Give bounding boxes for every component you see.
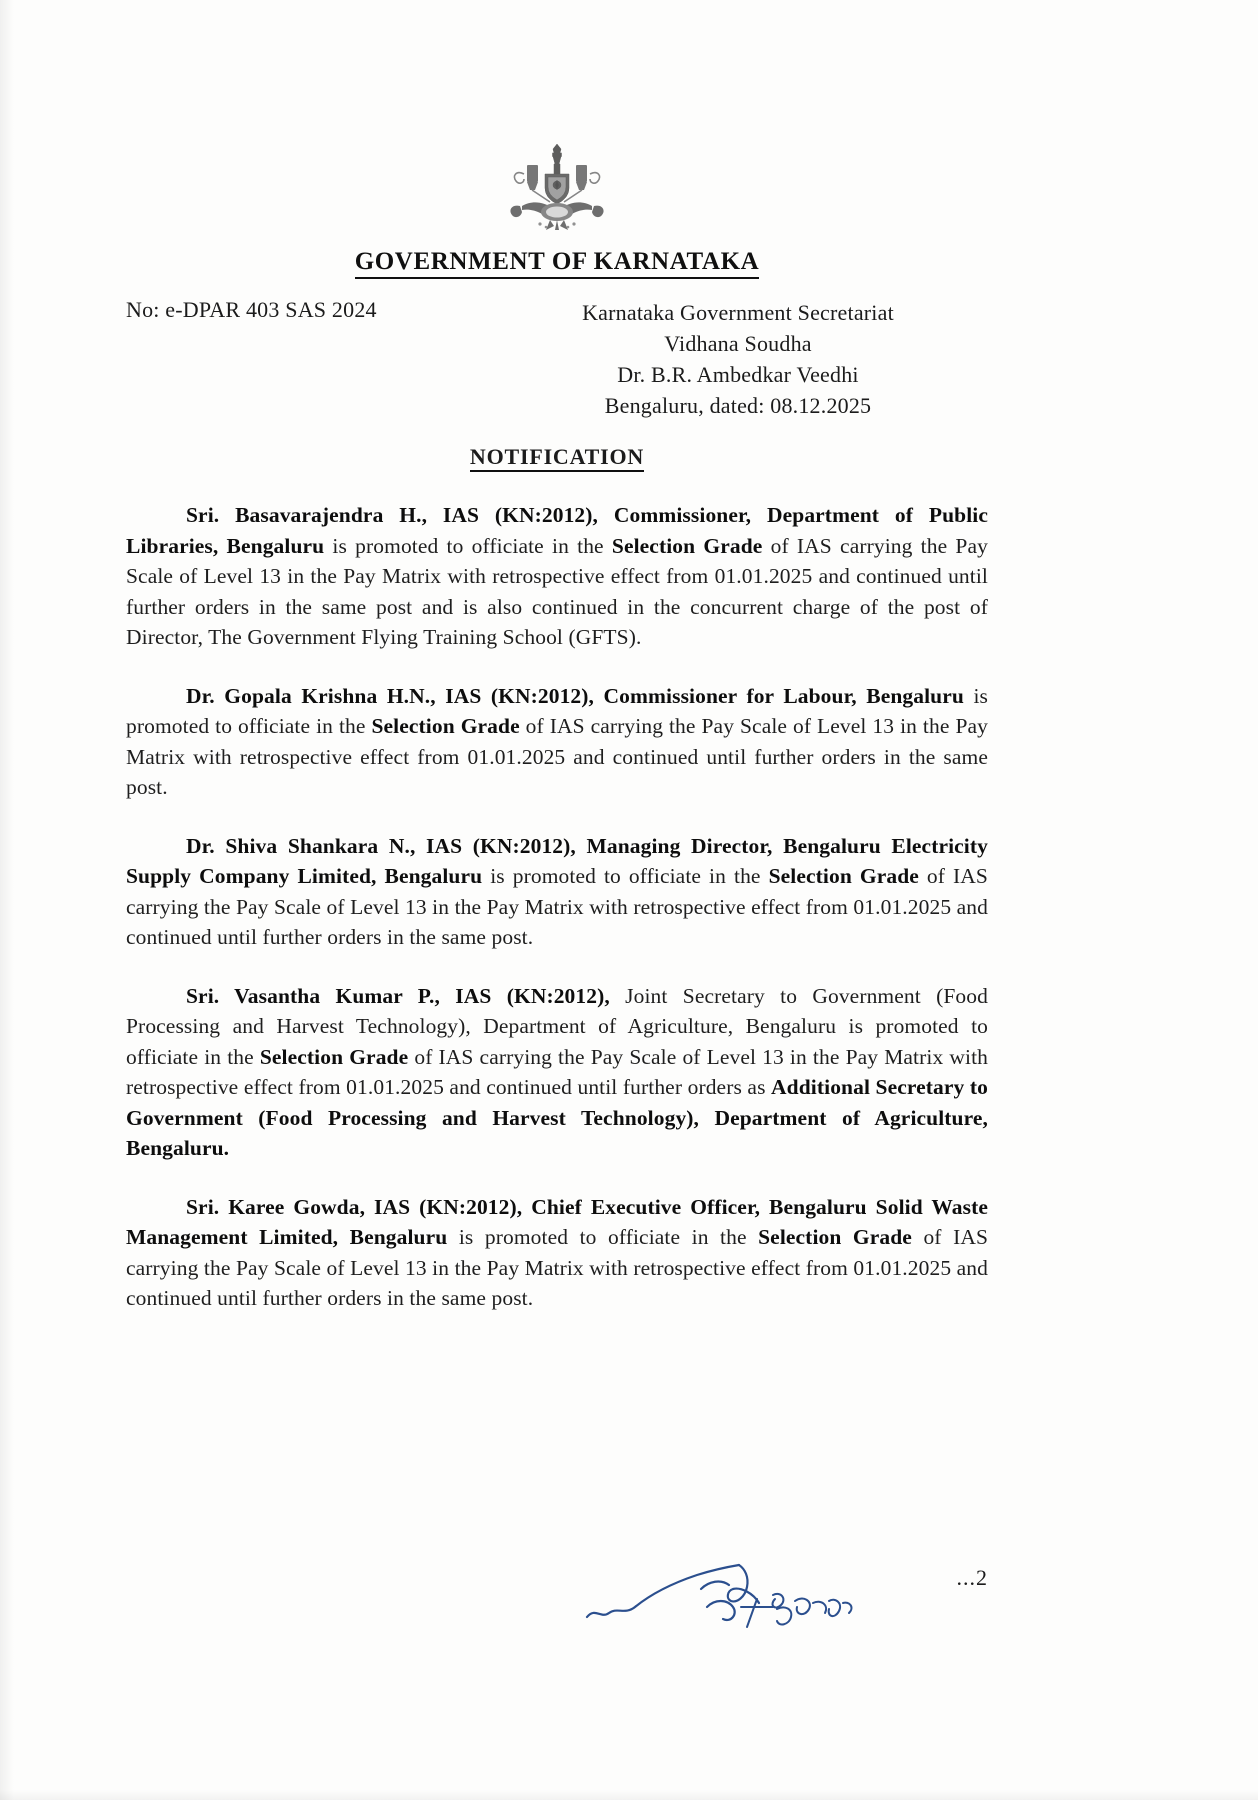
emphasis-run: Dr. Shiva Shankara N., IAS (KN:2012), Managing Director, Bengaluru Electricity Supply Company Limited, Bengaluru	[126, 833, 988, 888]
para-vasantha-kumar	[126, 981, 988, 1164]
emphasis-run: Selection Grade	[259, 1044, 409, 1069]
emphasis-run: Sri. Karee Gowda, IAS (KN:2012), Chief Executive Officer, Bengaluru Solid Waste Management Limited, Bengaluru	[126, 1194, 988, 1249]
emphasis-run: Additional Secretary to Government (Food Processing and Harvest Technology), Department of Agriculture, Bengaluru.	[126, 1075, 988, 1160]
para-shiva-shankara	[126, 831, 988, 953]
para-gopala-krishna	[126, 681, 988, 803]
emphasis-run: Selection Grade	[611, 533, 763, 558]
government-title	[126, 248, 988, 276]
address-block	[488, 297, 988, 421]
reference-number: No: e-DPAR 403 SAS 2024	[126, 297, 377, 322]
text-run: of IAS carrying the Pay Scale of Level 13 in the Pay Matrix with retrospective effect from 01.01.2025 and continued until further orders as	[126, 1044, 989, 1099]
text-run: is promoted to officiate in the	[126, 683, 989, 738]
text-run: Joint Secretary to Government (Food Processing and Harvest Technology), Department of Agriculture, Bengaluru is promoted to officiate in the	[126, 983, 988, 1069]
text-run: of IAS carrying the Pay Scale of Level 13 in the Pay Matrix with retrospective effect from 01.01.2025 and continued until further orders in the same post and is also continued in the concurrent charge of the post of Director, The Government Flying Training School (GFTS).	[126, 533, 988, 649]
handwritten-signature	[581, 1545, 881, 1655]
address-line-city-date: Bengaluru, dated: 08.12.2025	[604, 393, 872, 418]
scan-shadow-bottom	[0, 1790, 1258, 1800]
scan-shadow-left	[0, 0, 14, 1800]
emphasis-run: Selection Grade	[758, 1225, 912, 1249]
emphasis-run: Sri. Vasantha Kumar P., IAS (KN:2012),	[186, 983, 610, 1008]
text-run: of IAS carrying the Pay Scale of Level 13 in the Pay Matrix with retrospective effect from 01.01.2025 and continued until further orders in the same post.	[126, 714, 988, 799]
emblem-container	[126, 140, 988, 237]
address-line-vidhana-soudha: Vidhana Soudha	[664, 331, 812, 356]
text-run: is promoted to officiate in the	[324, 533, 612, 558]
karnataka-state-emblem-icon	[502, 140, 612, 232]
text-run: of IAS carrying the Pay Scale of Level 13 in the Pay Matrix with retrospective effect from 01.01.2025 and continued until further orders in the same post.	[126, 864, 988, 949]
text-run: is promoted to officiate in the	[482, 864, 769, 888]
emphasis-run: Dr. Gopala Krishna H.N., IAS (KN:2012), Commissioner for Labour, Bengaluru	[186, 683, 964, 708]
para-karee-gowda	[126, 1192, 988, 1314]
notification-heading	[126, 444, 988, 470]
para-basavarajendra	[126, 500, 988, 653]
text-run: is promoted to officiate in the	[447, 1225, 759, 1249]
government-title-text: GOVERNMENT OF KARNATAKA	[355, 248, 760, 279]
emphasis-run: Selection Grade	[371, 714, 520, 738]
notification-heading-text: NOTIFICATION	[470, 444, 644, 472]
emphasis-run: Sri. Basavarajendra H., IAS (KN:2012), Commissioner, Department of Public Libraries, Bengaluru	[126, 503, 988, 558]
emphasis-run: Selection Grade	[768, 864, 919, 888]
text-run: of IAS carrying the Pay Scale of Level 13 in the Pay Matrix with retrospective effect from 01.01.2025 and continued until further orders in the same post.	[126, 1225, 989, 1310]
address-line-veedhi: Dr. B.R. Ambedkar Veedhi	[617, 362, 859, 387]
page-continuation-mark: ...2	[956, 1565, 988, 1590]
notification-body	[126, 500, 988, 1342]
address-line-secretariat: Karnataka Government Secretariat	[582, 300, 894, 325]
